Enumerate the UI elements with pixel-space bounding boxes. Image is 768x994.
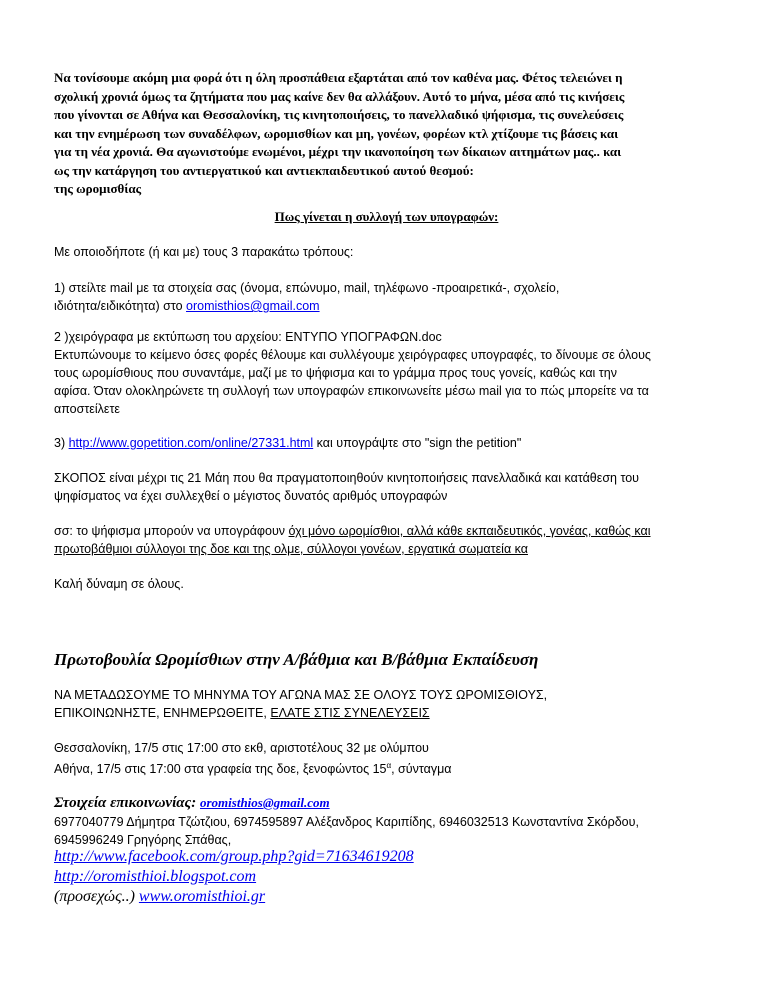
facebook-link[interactable]: http://www.facebook.com/group.php?gid=71634619208: [54, 848, 414, 865]
goal-line: ΣΚΟΠΟΣ είναι μέχρι τις 21 Μάη που θα πραγματοποιηθούν κινητοποιήσεις πανελλαδικά και κατάθεση του: [54, 471, 640, 485]
meetings-paragraph: [54, 739, 719, 778]
facebook-link-line: [54, 848, 414, 866]
intro-paragraph: [54, 69, 719, 199]
contact-email-link[interactable]: oromisthios@gmail.com: [199, 795, 330, 810]
intro-line: σχολική χρονιά όμως τα ζητήματα που μας καίνε δεν θα αλλάξουν. Αυτό το μήνα, μέσα από τις κινήσεις: [54, 88, 625, 104]
site-link[interactable]: www.oromisthioi.gr: [138, 888, 266, 905]
closing-text: Καλή δύναμη σε όλους.: [54, 577, 184, 591]
way-2-line: 2 )χειρόγραφα με εκτύπωση του αρχείου: ΕΝΤΥΠΟ ΥΠΟΓΡΑΦΩΝ.doc: [54, 330, 442, 344]
blog-link-line: [54, 868, 256, 886]
site-link-line: [54, 888, 265, 906]
way-2-line: αποστείλετε: [54, 402, 120, 416]
message-underlined: ΕΛΑΤΕ ΣΤΙΣ ΣΥΝΕΛΕΥΣΕΙΣ: [270, 706, 430, 720]
collect-heading: Πως γίνεται η συλλογή των υπογραφών:: [274, 209, 499, 224]
message-prefix: ΕΠΙΚΟΙΝΩΝΗΣΤΕ, ΕΝΗΜΕΡΩΘΕΙΤΕ,: [54, 706, 271, 720]
meeting-athens: [54, 757, 719, 778]
way-2-line: αφίσα. Όταν ολοκληρώνετε τη συλλογή των υπογραφών επικοινωνείτε μέσω mail για το πώς μπορείτε να τα: [54, 384, 649, 398]
note-paragraph: [54, 522, 719, 558]
intro-line: που γίνονται σε Αθήνα και Θεσσαλονίκη, τις κινητοποιήσεις, το πανελλαδικό ψήφισμα, τις συνελεύσεις: [54, 107, 624, 122]
way-2-line: τους ωρομίσθιους που συναντάμε, μαζί με το ψήφισμα και το γράμμα προς τους γονείς, καθώς και την: [54, 366, 617, 380]
contact-heading: [54, 795, 330, 812]
note-prefix: σσ: το ψήφισμα μπορούν να υπογράφουν: [54, 524, 289, 538]
way-2-line: Εκτυπώνουμε το κείμενο όσες φορές θέλουμε και συλλέγουμε χειρόγραφες υπογραφές, το δίνουμε σε όλους: [54, 348, 651, 362]
way-3-suffix: και υπογράψτε στο "sign the petition": [313, 436, 522, 450]
note-underlined: πρωτοβάθμιοι σύλλογοι της δοε και της ολμε, σύλλογοι γονέων, εργατικά σωματεία κα: [54, 542, 528, 556]
contact-title: Στοιχεία επικοινωνίας:: [54, 795, 197, 811]
intro-line: της ωρομισθίας: [54, 181, 142, 196]
intro-line: Να τονίσουμε ακόμη μια φορά ότι η όλη προσπάθεια εξαρτάται από τον καθένα μας. Φέτος τελειώνει η: [54, 70, 623, 85]
way-3-prefix: 3): [54, 436, 69, 450]
ways-intro: Με οποιοδήποτε (ή και με) τους 3 παρακάτω τρόπους:: [54, 245, 354, 259]
way-1-prefix: ιδιότητα/ειδικότητα) στο: [54, 299, 187, 313]
meeting-thessaloniki: Θεσσαλονίκη, 17/5 στις 17:00 στο εκθ, αριστοτέλους 32 με ολύμπου: [54, 741, 429, 755]
message-line: ΝΑ ΜΕΤΑΔΩΣΟΥΜΕ ΤΟ ΜΗΝΥΜΑ ΤΟΥ ΑΓΩΝΑ ΜΑΣ ΣΕ ΟΛΟΥΣ ΤΟΥΣ ΩΡΟΜΙΣΘΙΟΥΣ,: [54, 688, 548, 702]
intro-line: ως την κατάργηση του αντιεργατικού και αντιεκπαιδευτικού αυτού θεσμού:: [54, 162, 474, 178]
intro-line: και την ενημέρωση των συναδέλφων, ωρομισθίων και μη, γονέων, φορέων κτλ χτίζουμε τις βάσεις και: [54, 125, 619, 141]
phones-line: 6945996249 Γρηγόρης Σπάθας,: [54, 833, 232, 847]
way-2-paragraph: [54, 328, 719, 418]
goal-line: ψηφίσματος να έχει συλλεχθεί ο μέγιστος δυνατός αριθμός υπογραφών: [54, 489, 448, 503]
way-1-line: [54, 297, 719, 315]
petition-link[interactable]: http://www.gopetition.com/online/27331.html: [68, 436, 314, 450]
phones-paragraph: [54, 813, 719, 849]
message-paragraph: [54, 686, 719, 722]
phones-line: 6977040779 Δήμητρα Τζώτζιου, 6974595897 Αλέξανδρος Καριπίδης, 6946032513 Κωνσταντίνα Σκόρδου,: [54, 815, 639, 829]
meeting-athens-suffix: , σύνταγμα: [391, 762, 452, 777]
email-link[interactable]: oromisthios@gmail.com: [186, 299, 320, 313]
intro-line: για τη νέα χρονιά. Θα αγωνιστούμε ενωμένοι, μέχρι την ικανοποίηση των δίκαιων αιτημάτων μας.. και: [54, 144, 622, 159]
way-1-paragraph: [54, 279, 719, 315]
site-prefix: (προσεχώς..): [54, 888, 139, 905]
meeting-athens-sup: α: [386, 761, 392, 770]
note-underlined: όχι μόνο ωρομίσθιοι, αλλά κάθε εκπαιδευτικός, γονέας, καθώς και: [288, 524, 651, 538]
blog-link[interactable]: http://oromisthioi.blogspot.com: [54, 868, 257, 885]
initiative-title: Πρωτοβουλία Ωρομίσθιων στην Α/βάθμια και Β/βάθμια Εκπαίδευση: [54, 650, 539, 669]
way-3-paragraph: [54, 434, 719, 452]
goal-paragraph: [54, 469, 719, 505]
meeting-athens-text: Αθήνα, 17/5 στις 17:00 στα γραφεία της δοε, ξενοφώντος 15: [54, 762, 387, 777]
way-1-line: 1) στείλτε mail με τα στοιχεία σας (όνομα, επώνυμο, mail, τηλέφωνο -προαιρετικά-, σχολείο,: [54, 281, 560, 295]
